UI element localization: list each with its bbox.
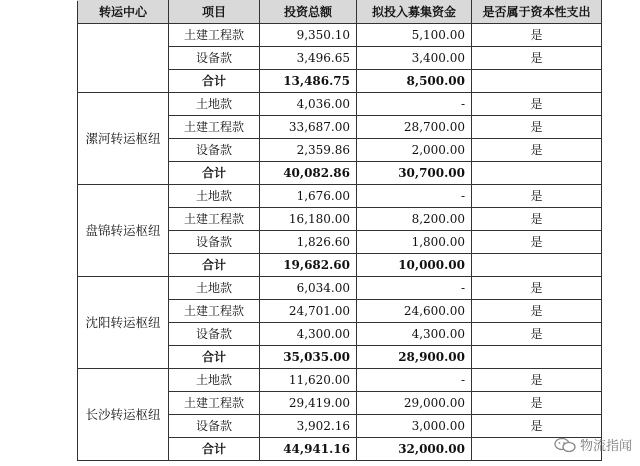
capex-cell: 是 [472,323,602,346]
total-cell: 2,359.86 [260,139,357,162]
capex-cell: 是 [472,208,602,231]
raised-cell: 28,900.00 [357,346,472,369]
total-cell: 35,035.00 [260,346,357,369]
item-cell: 合计 [169,70,260,93]
transfer-center-cell: 盘锦转运枢纽 [78,185,169,277]
item-cell: 设备款 [169,415,260,438]
item-cell: 设备款 [169,47,260,70]
header-item: 项目 [169,1,260,24]
total-cell: 16,180.00 [260,208,357,231]
raised-cell: 28,700.00 [357,116,472,139]
raised-cell: 30,700.00 [357,162,472,185]
item-cell: 合计 [169,438,260,461]
raised-cell: - [357,185,472,208]
raised-cell: - [357,369,472,392]
item-cell: 土建工程款 [169,392,260,415]
raised-cell: 8,500.00 [357,70,472,93]
header-capex: 是否属于资本性支出 [472,1,602,24]
total-cell: 44,941.16 [260,438,357,461]
table-row [78,369,602,392]
raised-cell: 3,400.00 [357,47,472,70]
raised-cell: 2,000.00 [357,139,472,162]
capex-cell: 是 [472,300,602,323]
watermark [554,435,632,454]
capex-cell: 是 [472,369,602,392]
total-cell: 9,350.10 [260,24,357,47]
raised-cell: 3,000.00 [357,415,472,438]
capex-cell: 是 [472,47,602,70]
total-cell: 3,902.16 [260,415,357,438]
transfer-center-cell [78,24,169,93]
investment-table [77,0,602,461]
raised-cell: 10,000.00 [357,254,472,277]
raised-cell: 4,300.00 [357,323,472,346]
item-cell: 设备款 [169,231,260,254]
item-cell: 土地款 [169,93,260,116]
capex-cell: 是 [472,392,602,415]
total-cell: 33,687.00 [260,116,357,139]
transfer-center-cell: 长沙转运枢纽 [78,369,169,461]
capex-cell: 是 [472,116,602,139]
total-cell: 1,676.00 [260,185,357,208]
total-cell: 3,496.65 [260,47,357,70]
table-row [78,93,602,116]
item-cell: 合计 [169,346,260,369]
raised-cell: - [357,277,472,300]
raised-cell: 29,000.00 [357,392,472,415]
table-row [78,24,602,47]
header-row [78,1,602,24]
capex-cell: 是 [472,277,602,300]
item-cell: 土建工程款 [169,300,260,323]
capex-cell: 是 [472,415,602,438]
total-cell: 19,682.60 [260,254,357,277]
item-cell: 设备款 [169,139,260,162]
capex-cell: 是 [472,185,602,208]
raised-cell: - [357,93,472,116]
total-cell: 24,701.00 [260,300,357,323]
total-cell: 1,826.60 [260,231,357,254]
total-cell: 11,620.00 [260,369,357,392]
table-body [78,24,602,461]
total-cell: 4,036.00 [260,93,357,116]
transfer-center-cell: 沈阳转运枢纽 [78,277,169,369]
total-cell: 4,300.00 [260,323,357,346]
item-cell: 土建工程款 [169,116,260,139]
raised-cell: 1,800.00 [357,231,472,254]
capex-cell: 是 [472,93,602,116]
table-row [78,185,602,208]
raised-cell: 24,600.00 [357,300,472,323]
header-raised: 拟投入募集资金 [357,1,472,24]
item-cell: 土地款 [169,277,260,300]
item-cell: 设备款 [169,323,260,346]
item-cell: 土建工程款 [169,24,260,47]
item-cell: 合计 [169,254,260,277]
table-row [78,277,602,300]
capex-cell [472,254,602,277]
header-center: 转运中心 [78,1,169,24]
raised-cell: 5,100.00 [357,24,472,47]
wechat-icon [554,437,576,453]
capex-cell: 是 [472,24,602,47]
total-cell: 29,419.00 [260,392,357,415]
total-cell: 13,486.75 [260,70,357,93]
total-cell: 6,034.00 [260,277,357,300]
watermark-text: 物流指闻 [579,439,632,454]
total-cell: 40,082.86 [260,162,357,185]
header-total: 投资总额 [260,1,357,24]
transfer-center-cell: 漯河转运枢纽 [78,93,169,185]
raised-cell: 8,200.00 [357,208,472,231]
item-cell: 土地款 [169,185,260,208]
capex-cell [472,70,602,93]
item-cell: 合计 [169,162,260,185]
raised-cell: 32,000.00 [357,438,472,461]
capex-cell [472,346,602,369]
capex-cell: 是 [472,139,602,162]
capex-cell: 是 [472,231,602,254]
capex-cell [472,162,602,185]
item-cell: 土建工程款 [169,208,260,231]
item-cell: 土地款 [169,369,260,392]
